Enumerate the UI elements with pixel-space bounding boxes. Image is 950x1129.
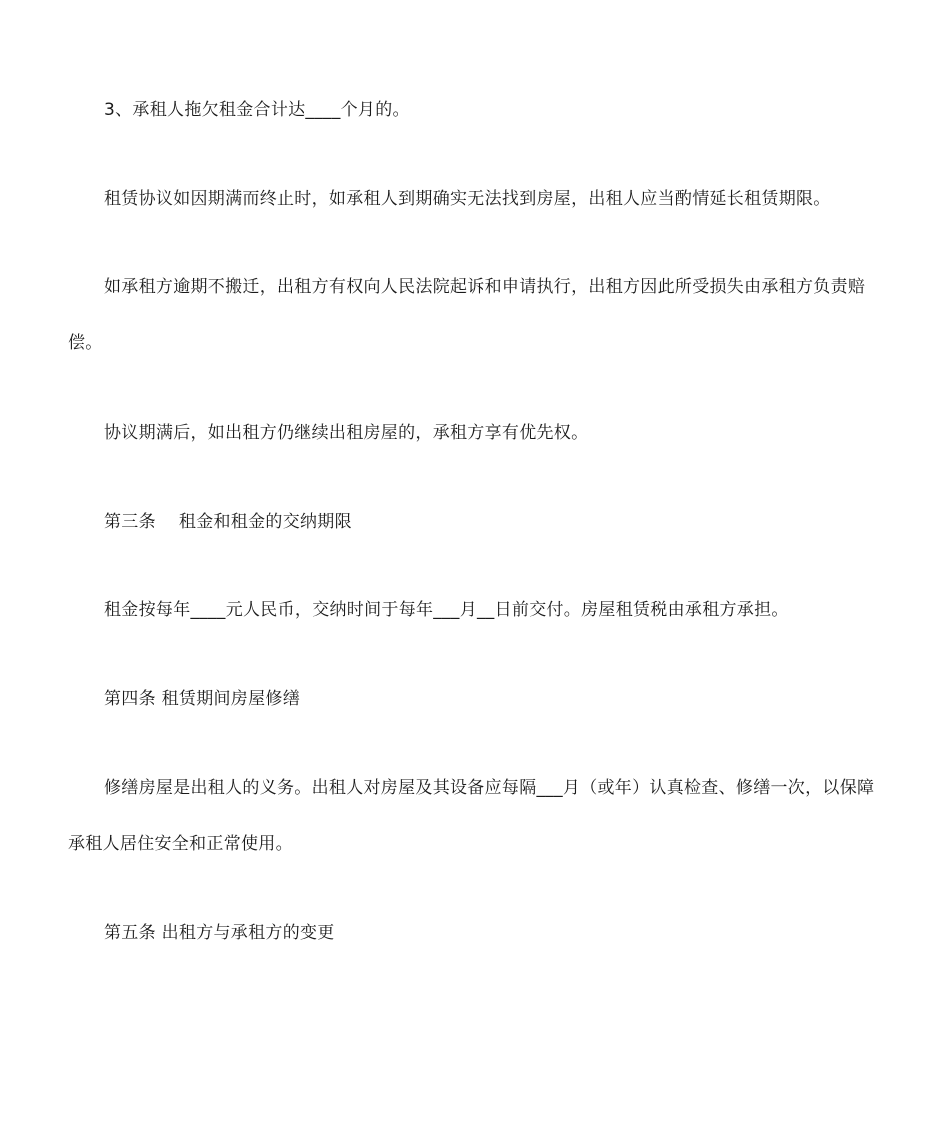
article-4-heading: 第四条 租赁期间房屋修缮 [104,689,301,709]
clause-3-arrears: 3、承租人拖欠租金合计达____个月的。 [104,100,410,120]
repair-duty-paragraph: 修缮房屋是出租人的义务。出租人对房屋及其设备应每隔___月（或年）认真检查、修缮一次，以保障承租人居住安全和正常使用。 [68,778,875,854]
overdue-move-paragraph: 如承租方逾期不搬迁，出租方有权向人民法院起诉和申请执行，出租方因此所受损失由承租方负责赔偿。 [68,277,866,353]
priority-right-paragraph: 协议期满后，如出租方仍继续出租房屋的，承租方享有优先权。 [104,423,589,443]
rent-payment-paragraph: 租金按每年____元人民币，交纳时间于每年___月__日前交付。房屋租赁税由承租方承担。 [104,600,789,620]
article-3-heading: 第三条 租金和租金的交纳期限 [104,512,352,532]
article-5-heading: 第五条 出租方与承租方的变更 [104,923,335,943]
lease-extension-paragraph: 租赁协议如因期满而终止时，如承租人到期确实无法找到房屋，出租人应当酌情延长租赁期限。 [104,189,831,209]
